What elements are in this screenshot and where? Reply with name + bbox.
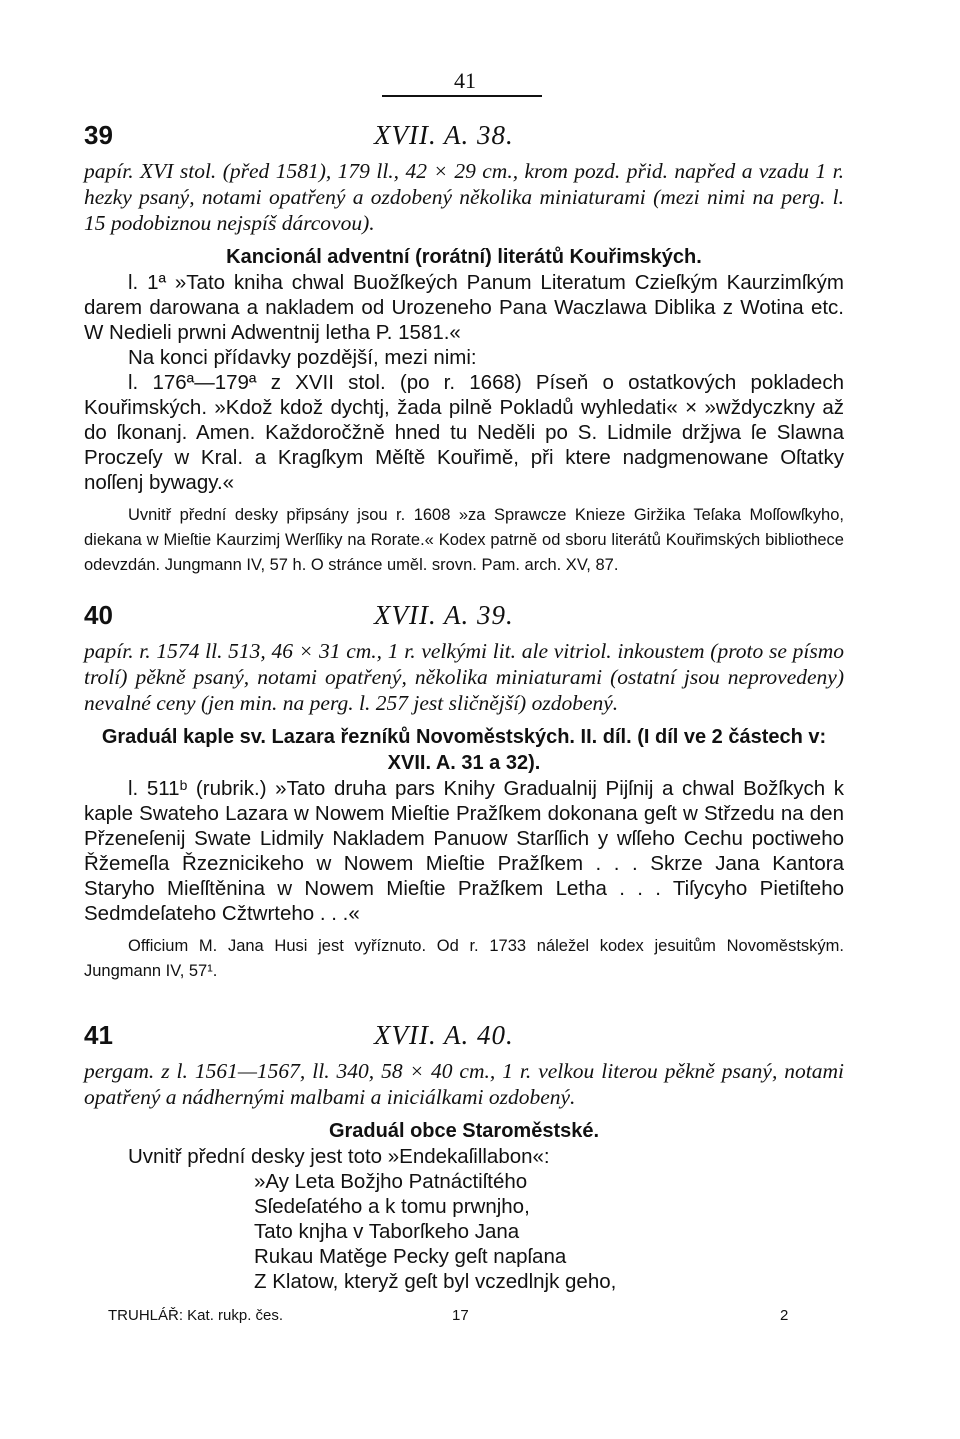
entry-note <box>84 503 844 578</box>
footer-sheet-number: 2 <box>780 1307 789 1324</box>
verse-line: »Ay Leta Božjho Patnáctiſtého <box>254 1170 528 1193</box>
entry-title: Graduál obce Staroměstské. <box>328 1120 600 1142</box>
page-number-rule <box>382 95 542 97</box>
entry-header <box>84 1020 844 1054</box>
entry-description: papír. XVI stol. (před 1581), 179 ll., 42 × 29 cm., krom pozd. přid. napřed a vzadu 1 r. hezky psaný, notami opatřený a ozdobený několika miniaturami (mezi nimi na perg. l. 15 podobiznou nejspíš dárcovou). <box>84 159 844 235</box>
entry-signature: XVII. A. 39. <box>374 600 514 630</box>
entry-description: pergam. z l. 1561—1567, ll. 340, 58 × 40 cm., 1 r. velkou literou pěkně psaný, notami opatřený a nádhernými malbami a iniciálkami ozdobený. <box>84 1059 844 1109</box>
page-number: 41 <box>454 68 476 93</box>
entry-number: 40 <box>84 600 113 630</box>
entry-paragraph: Uvnitř přední desky jest toto »Endekaſillabon«: <box>128 1145 550 1168</box>
footer-source: TRUHLÁŘ: Kat. rukp. čes. <box>108 1307 284 1324</box>
catalog-entry-39 <box>84 120 844 578</box>
entry-number: 41 <box>84 1020 113 1050</box>
entry-signature: XVII. A. 40. <box>374 1020 514 1050</box>
verse-line: Sſedeſatého a k tomu prwnjho, <box>254 1195 530 1218</box>
entry-signature: XVII. A. 38. <box>374 120 514 150</box>
catalog-entry-40 <box>84 600 844 984</box>
entry-description: papír. r. 1574 ll. 513, 46 × 31 cm., 1 r. velkými lit. ale vitriol. inkoustem (proto se písmo trolí) pěkně psaný, notami opatřený, několika miniaturami (ostatní jsou neprovedeny) nevalné ceny (jen min. na perg. l. 257 jest sličnější) ozdobený. <box>84 639 844 715</box>
entry-header <box>84 600 844 634</box>
entry-paragraph: l. 511ᵇ (rubrik.) »Tato druha pars Knihy Gradualnij Pijſnij a chwal Božſkych k kaple Swateho Lazara w Nowem Mieſtie Pražſkem dokonana geſt w Střzedu na den Přzeneſenij Swate Lidmily Nakladem Panuow Starſſich y wſſeho Cechu poctiweho Řžemeſla Řzeznicikeho w Nowem Mieſtie Pražſkem . . . Skrze Jana Kantora Staryho Mieſſtěnina w Nowem Mieſtie Pražſkem Letha . . . Tiſycyho Pietiſteho Sedmdeſateho Cžtwrteho . . .« <box>84 777 844 925</box>
entry-title: Kancionál adventní (rorátní) literátů Kouřimských. <box>226 246 702 268</box>
verse-block <box>254 1169 844 1294</box>
entry-note-paragraph: Uvnitř přední desky připsány jsou r. 1608 »za Sprawcze Knieze Giržika Teſaka Moſſowſkyho, diekana w Mieſtie Kaurzimj Werſſiky na Rorate.« Kodex patrně od sboru literátů Kouřimských bibliothece odevzdán. Jungmann IV, 57 h. O stránce uměl. srovn. Pam. arch. XV, 87. <box>84 506 844 574</box>
footer-signature-mark: 17 <box>452 1307 469 1324</box>
entry-note <box>84 934 844 984</box>
entry-number: 39 <box>84 120 113 150</box>
entry-paragraph: l. 176ª—179ª z XVII stol. (po r. 1668) Píseň o ostatkových pokladech Kouřimských. »Kdož kdož dychtj, žada pilně Pokladů wyhledati« × »wždyczkny až do ſkonanj. Amen. Každoročžně hned tu Neděli po S. Lidmile držjwa ſe Slawna Proczeſy w Kral. a Kragſkym Měſtě Kouřimě, při ktere nadgmenowane Oſtatky noſſenj bywagy.« <box>84 371 844 494</box>
entry-title: Graduál kaple sv. Lazara řezníků Novoměstských. II. díl. (I díl ve 2 částech v: XVII. A. 31 a 32). <box>101 726 827 774</box>
verse-line: Tato knjha v Taborſkeho Jana <box>254 1220 520 1243</box>
entry-text <box>84 1144 844 1169</box>
entry-paragraph: l. 1ª »Tato kniha chwal Buožſkeých Panum Literatum Czieſkým Kaurzimſkým darem darowana a nakladem od Urozeneho Pana Waczlawa Diblika z Wotina etc. W Nedieli prwni Adwentnij letha P. 1581.« <box>84 271 844 344</box>
catalog-entry-41 <box>84 1020 844 1294</box>
entry-note-paragraph: Officium M. Jana Husi jest vyříznuto. Od r. 1733 náležel kodex jesuitům Novoměstským. Jungmann IV, 57¹. <box>84 937 844 980</box>
entry-text <box>84 270 844 495</box>
entry-paragraph: Na konci přídavky pozdější, mezi nimi: <box>128 346 477 369</box>
entry-header <box>84 120 844 154</box>
entry-text <box>84 776 844 926</box>
verse-line: Rukau Matěge Pecky geſt napſana <box>254 1245 567 1268</box>
verse-line: Z Klatow, kteryž geſt byl vczedlnjk geho, <box>254 1270 617 1293</box>
